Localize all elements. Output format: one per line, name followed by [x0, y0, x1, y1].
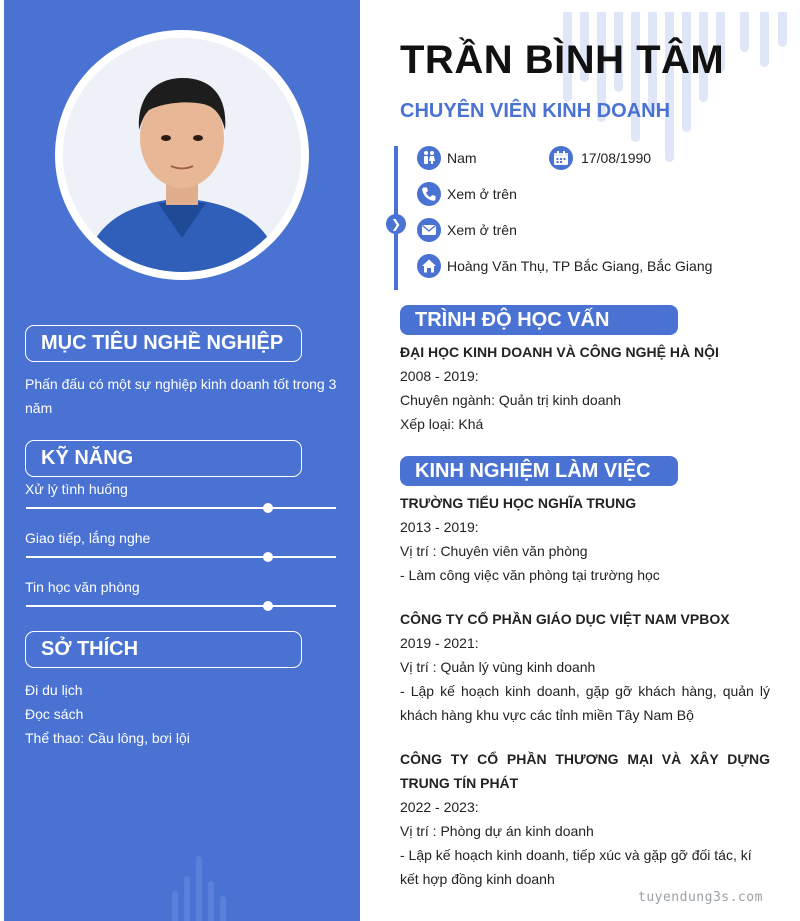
skill-bar [26, 556, 336, 558]
skill-level-knob [263, 601, 273, 611]
phone-value: Xem ở trên [447, 186, 517, 202]
skill-label: Giao tiếp, lắng nghe [25, 530, 151, 546]
job-description: - Làm công việc văn phòng tại trường học [400, 567, 660, 583]
hobbies-heading: SỞ THÍCH [25, 631, 302, 668]
education-school: ĐẠI HỌC KINH DOANH VÀ CÔNG NGHỆ HÀ NỘI [400, 344, 719, 360]
skill-label: Xử lý tình huống [25, 481, 128, 497]
home-icon [417, 254, 441, 278]
job-title: CHUYÊN VIÊN KINH DOANH [400, 100, 671, 122]
job-position: Vị trí : Chuyên viên văn phòng [400, 543, 588, 559]
avatar-portrait [63, 38, 301, 272]
job-period: 2019 - 2021: [400, 635, 479, 651]
education-heading: TRÌNH ĐỘ HỌC VẤN [400, 305, 678, 335]
education-major: Chuyên ngành: Quản trị kinh doanh [400, 392, 622, 408]
candidate-name: TRẦN BÌNH TÂM [400, 38, 725, 82]
experience-heading: KINH NGHIỆM LÀM VIỆC [400, 456, 678, 486]
decorative-bar [172, 891, 178, 921]
skills-heading: KỸ NĂNG [25, 440, 302, 477]
phone-icon [417, 182, 441, 206]
job-period: 2022 - 2023: [400, 799, 479, 815]
chevron-right-icon: ❯ [386, 214, 406, 234]
decorative-bar [184, 876, 190, 921]
hobby-item: Thể thao: Cầu lông, bơi lội [25, 730, 190, 746]
sidebar [4, 0, 360, 921]
job-company: CÔNG TY CỔ PHẦN THƯƠNG MẠI VÀ XÂY DỰNG TRUNG TÍN PHÁT [400, 751, 770, 791]
job-position: Vị trí : Quản lý vùng kinh doanh [400, 659, 596, 675]
career-goal-heading: MỤC TIÊU NGHỀ NGHIỆP [25, 325, 302, 362]
job-company: CÔNG TY CỔ PHẦN GIÁO DỤC VIỆT NAM VPBOX [400, 611, 730, 627]
job-period: 2013 - 2019: [400, 519, 479, 535]
hobby-item: Đi du lịch [25, 682, 83, 698]
job-company: TRƯỜNG TIỂU HỌC NGHĨA TRUNG [400, 495, 637, 511]
education-period: 2008 - 2019: [400, 368, 479, 384]
job-position: Vị trí : Phòng dự án kinh doanh [400, 823, 594, 839]
hobby-item: Đọc sách [25, 706, 84, 722]
email-value: Xem ở trên [447, 222, 517, 238]
education-grade: Xếp loại: Khá [400, 416, 484, 432]
address-value: Hoàng Văn Thụ, TP Bắc Giang, Bắc Giang [447, 258, 713, 274]
skill-bar [26, 605, 336, 607]
gender-icon [417, 146, 441, 170]
email-icon [417, 218, 441, 242]
decorative-bar [208, 881, 214, 921]
calendar-icon [549, 146, 573, 170]
job-description: - Lập kế hoạch kinh doanh, tiếp xúc và gặp gỡ đối tác, kí kết hợp đồng kinh doanh [400, 847, 752, 887]
birthday-value: 17/08/1990 [581, 150, 652, 166]
skill-bar [26, 507, 336, 509]
decorative-bar [196, 856, 202, 921]
skill-level-knob [263, 552, 273, 562]
avatar [63, 38, 301, 272]
gender-value: Nam [447, 150, 477, 166]
decorative-bar [220, 896, 226, 921]
skill-label: Tin học văn phòng [25, 579, 140, 595]
job-description: - Lập kế hoạch kinh doanh, gặp gỡ khách hàng, quản lý khách hàng khu vực các tỉnh miền Tây Nam Bộ [400, 683, 770, 723]
skill-level-knob [263, 503, 273, 513]
avatar-frame [55, 30, 309, 280]
watermark: tuyendung3s.com [638, 890, 763, 905]
career-goal-text: Phấn đấu có một sự nghiệp kinh doanh tốt trong 3 năm [25, 376, 337, 416]
